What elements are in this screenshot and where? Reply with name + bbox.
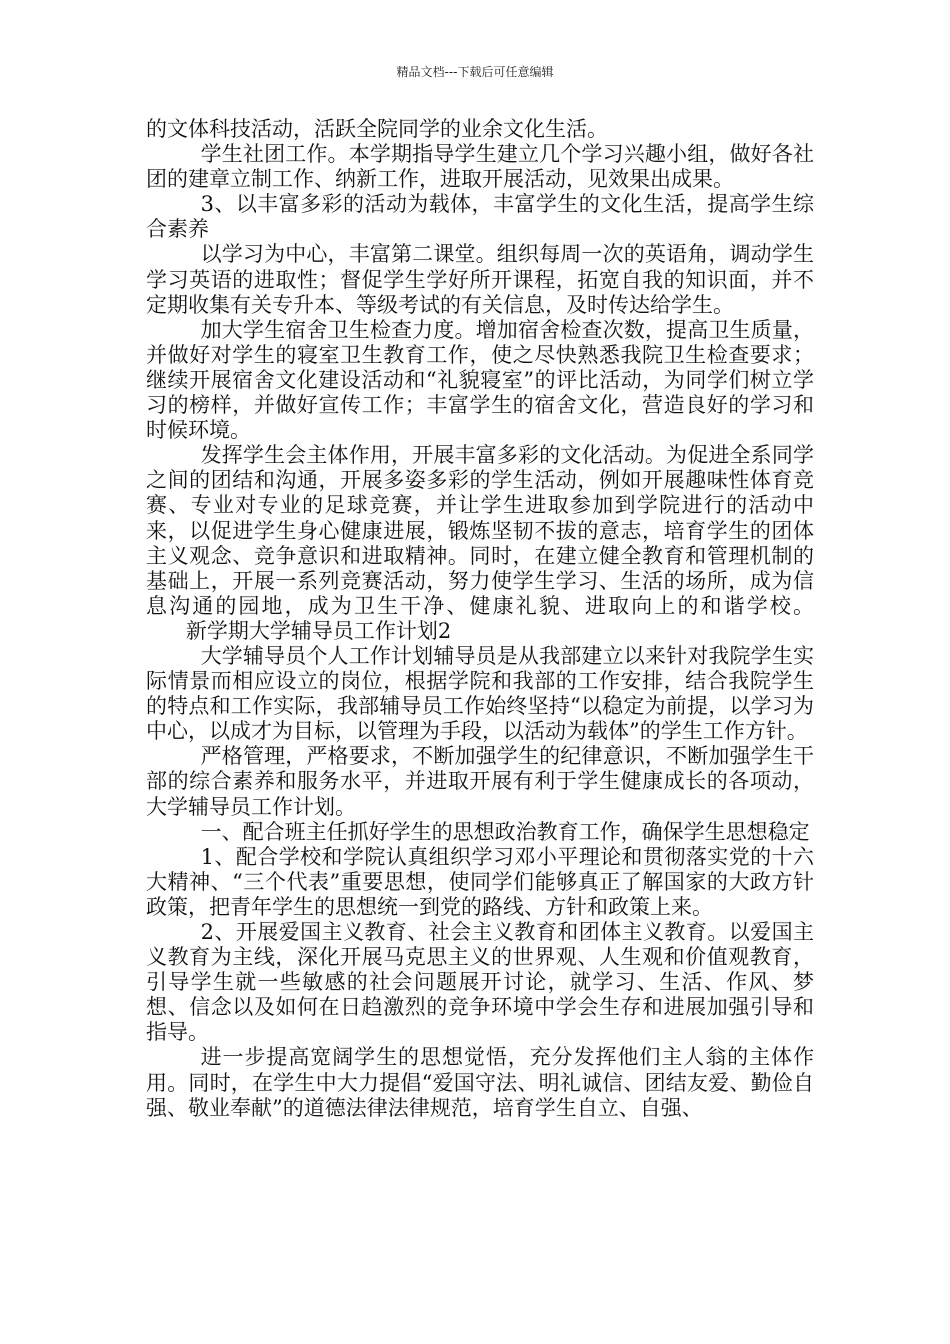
paragraph-continuation: 的文体科技活动，活跃全院同学的业余文化生活。	[146, 117, 608, 141]
paragraph: 大学辅导员个人工作计划辅导员是从我部建立以来针对我院学生实际情景而相应设立的岗位，根据学院和我部的工作安排，结合我院学生的特点和工作实际，我部辅导员工作始终坚持“以稳定为前提，以学习为中心，以成才为目标，以管理为手段，以活动为载体”的学生工作方针。	[146, 643, 814, 744]
section-heading: 一、配合班主任抓好学生的思想政治教育工作，确保学生思想稳定	[200, 819, 810, 844]
paragraph: 进一步提高宽阔学生的思想觉悟，充分发挥他们主人翁的主体作用。同时，在学生中大力提倡“爱国守法、明礼诚信、团结友爱、勤俭自强、敬业奉献”的道德法律法律规范，培育学生自立、自强、	[146, 1045, 814, 1120]
section-heading: 3、以丰富多彩的活动为载体，丰富学生的文化生活，提高学生综合素养	[146, 192, 814, 242]
paragraph: 严格管理，严格要求，不断加强学生的纪律意识，不断加强学生干部的综合素养和服务水平，并进取开展有利于学生健康成长的各项动，大学辅导员工作计划。	[146, 744, 814, 819]
paragraph-text: 发挥学生会主体作用，开展丰富多彩的文化活动。为促进全系同学之间的团结和沟通，开展多姿多彩的学生活动，例如开展趣味性体育竞赛、专业对专业的足球竞赛，并让学生进取参加到学院进行的活动中来，以促进学生身心健康进展，锻炼坚韧不拔的意志，培育学生的团体主义观念、竞争意识和进取精神。同时，在建立健全教育和管理机制的基础上，开展一系列竞赛活动，努力使学生学习、生活的场所，成为信息沟通的园地，成为卫生干净、健康礼貌、进取向上的和谐学校。	[146, 443, 814, 618]
paragraph	[146, 443, 814, 644]
paragraph: 以学习为中心，丰富第二课堂。组织每周一次的英语角，调动学生学习英语的进取性；督促学生学好所开课程，拓宽自我的知识面，并不定期收集有关专升本、等级考试的有关信息，及时传达给学生。	[146, 242, 814, 317]
document-subtitle: 新学期大学辅导员工作计划2	[185, 618, 452, 643]
paragraph: 2、开展爱国主义教育、社会主义教育和团体主义教育。以爱国主义教育为主线，深化开展马克思主义的世界观、人生观和价值观教育，引导学生就一些敏感的社会问题展开讨论，就学习、生活、作风、梦想、信念以及如何在日趋激烈的竞争环境中学会生存和进展加强引导和指导。	[146, 920, 814, 1045]
document-body	[146, 117, 814, 1121]
paragraph: 加大学生宿舍卫生检查力度。增加宿舍检查次数，提高卫生质量，并做好对学生的寝室卫生教育工作，使之尽快熟悉我院卫生检查要求；继续开展宿舍文化建设活动和“礼貌寝室”的评比活动，为同学们树立学习的榜样，并做好宣传工作；丰富学生的宿舍文化，营造良好的学习和时候环境。	[146, 317, 814, 443]
paragraph: 1、配合学校和学院认真组织学习邓小平理论和贯彻落实党的十六大精神、“三个代表”重要思想，使同学们能够真正了解国家的大政方针政策，把青年学生的思想统一到党的路线、方针和政策上来。	[146, 844, 814, 919]
paragraph: 学生社团工作。本学期指导学生建立几个学习兴趣小组，做好各社团的建章立制工作、纳新工作，进取开展活动，见效果出成果。	[146, 142, 814, 192]
page-header: 精品文档---下载后可任意编辑	[396, 65, 554, 79]
